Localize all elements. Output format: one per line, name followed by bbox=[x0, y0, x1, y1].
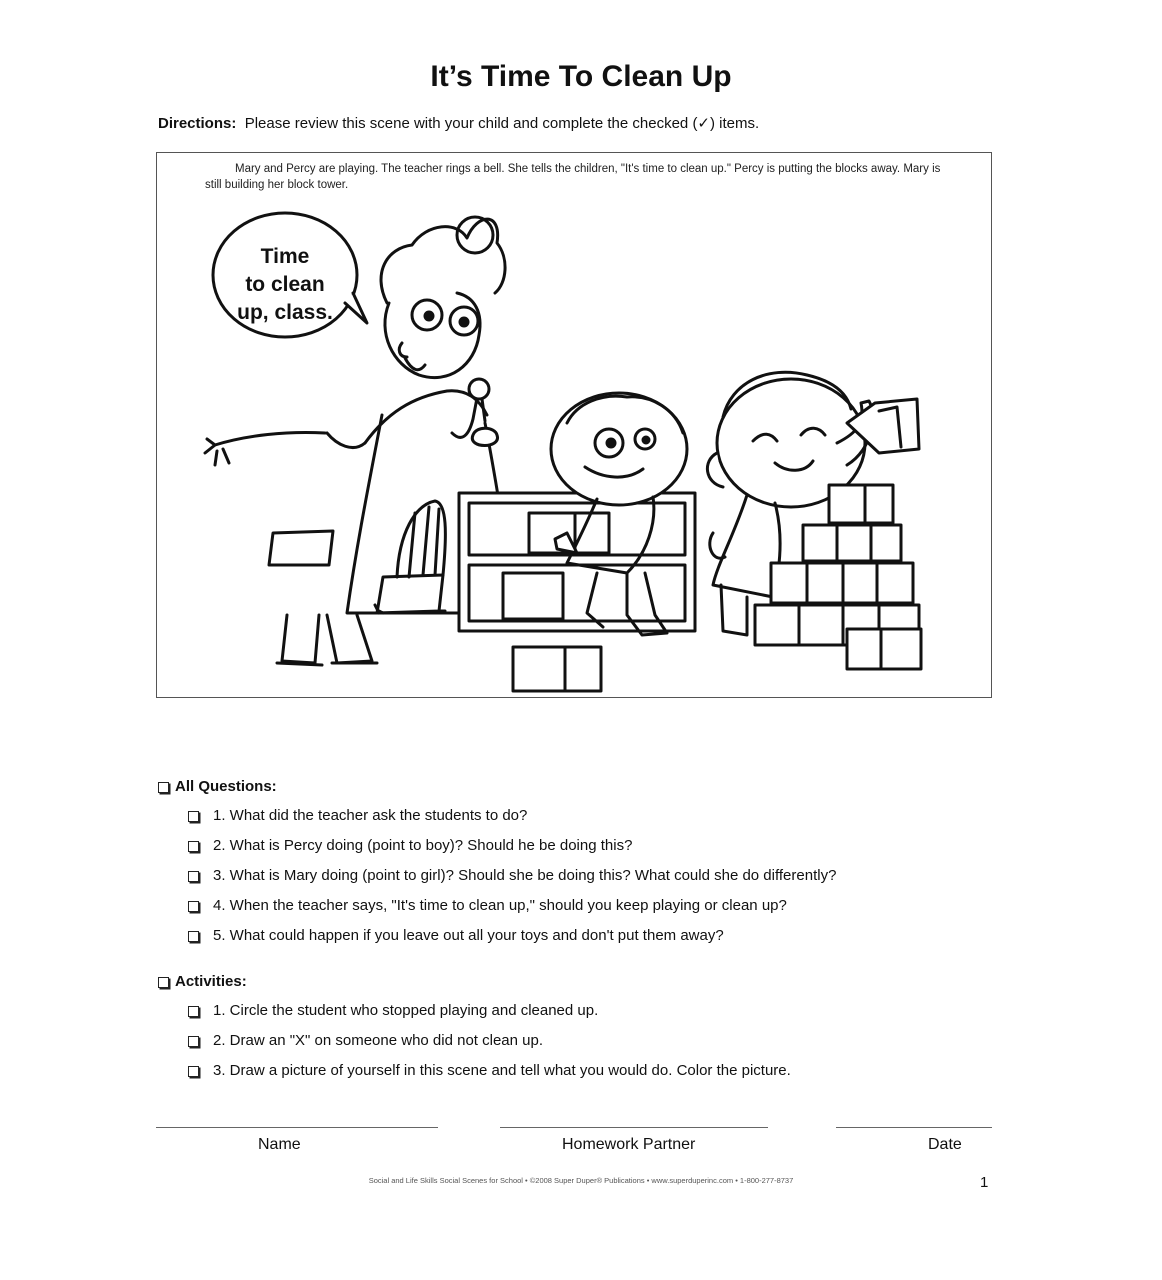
question-text: 5. What could happen if you leave out all your toys and don't put them away? bbox=[213, 927, 724, 944]
scene-illustration-frame bbox=[156, 152, 992, 698]
name-signature-line[interactable] bbox=[156, 1127, 438, 1128]
speech-bubble-line2: to clean bbox=[245, 273, 325, 296]
name-label: Name bbox=[258, 1136, 301, 1153]
question-item bbox=[188, 867, 836, 884]
activity-item bbox=[188, 1032, 543, 1049]
classroom-scene-illustration bbox=[157, 153, 991, 697]
checkbox-icon[interactable] bbox=[188, 811, 199, 822]
question-item bbox=[188, 897, 787, 914]
checkbox-icon[interactable] bbox=[188, 1066, 199, 1077]
questions-heading-label: All Questions: bbox=[175, 778, 277, 795]
page-title: It’s Time To Clean Up bbox=[430, 60, 732, 93]
homework-partner-label: Homework Partner bbox=[562, 1136, 696, 1153]
activities-heading bbox=[158, 973, 247, 990]
question-text: 2. What is Percy doing (point to boy)? Should he be doing this? bbox=[213, 837, 633, 854]
question-text: 3. What is Mary doing (point to girl)? Should she be doing this? What could she do differently? bbox=[213, 867, 837, 884]
date-signature-line[interactable] bbox=[836, 1127, 992, 1128]
checkbox-icon[interactable] bbox=[188, 841, 199, 852]
question-text: 4. When the teacher says, "It's time to clean up," should you keep playing or clean up? bbox=[213, 897, 787, 914]
checkbox-icon[interactable] bbox=[188, 901, 199, 912]
checkbox-icon[interactable] bbox=[188, 1006, 199, 1017]
activity-item bbox=[188, 1002, 598, 1019]
checkbox-icon[interactable] bbox=[158, 782, 169, 793]
questions-heading bbox=[158, 778, 277, 795]
partner-signature-line[interactable] bbox=[500, 1127, 768, 1128]
directions-text: Please review this scene with your child and complete the checked (✓) items. bbox=[244, 115, 760, 132]
question-item bbox=[188, 807, 527, 824]
date-label: Date bbox=[928, 1136, 962, 1153]
directions-label: Directions: bbox=[158, 115, 237, 132]
checkbox-icon[interactable] bbox=[188, 871, 199, 882]
checkbox-icon[interactable] bbox=[158, 977, 169, 988]
page-number: 1 bbox=[980, 1174, 989, 1191]
speech-bubble-line1: Time bbox=[260, 245, 310, 268]
checkbox-icon[interactable] bbox=[188, 1036, 199, 1047]
directions bbox=[158, 114, 759, 132]
footer-credits: Social and Life Skills Social Scenes for School • ©2008 Super Duper® Publications • www.superduperinc.com • 1-800-277-8737 bbox=[368, 1176, 794, 1185]
activity-item bbox=[188, 1062, 791, 1079]
question-item bbox=[188, 837, 632, 854]
activities-heading-label: Activities: bbox=[175, 973, 247, 990]
scene-caption: Mary and Percy are playing. The teacher rings a bell. She tells the children, "It's time to clean up." Percy is putting the blocks away. Mary is still building her block tower. bbox=[205, 163, 941, 191]
question-text: 1. What did the teacher ask the students to do? bbox=[213, 807, 528, 824]
question-item bbox=[188, 927, 724, 944]
speech-bubble-line3: up, class. bbox=[237, 301, 333, 324]
checkbox-icon[interactable] bbox=[188, 931, 199, 942]
activity-text: 1. Circle the student who stopped playing and cleaned up. bbox=[213, 1002, 599, 1019]
activity-text: 2. Draw an "X" on someone who did not clean up. bbox=[213, 1032, 544, 1049]
activity-text: 3. Draw a picture of yourself in this scene and tell what you would do. Color the picture. bbox=[213, 1062, 791, 1079]
